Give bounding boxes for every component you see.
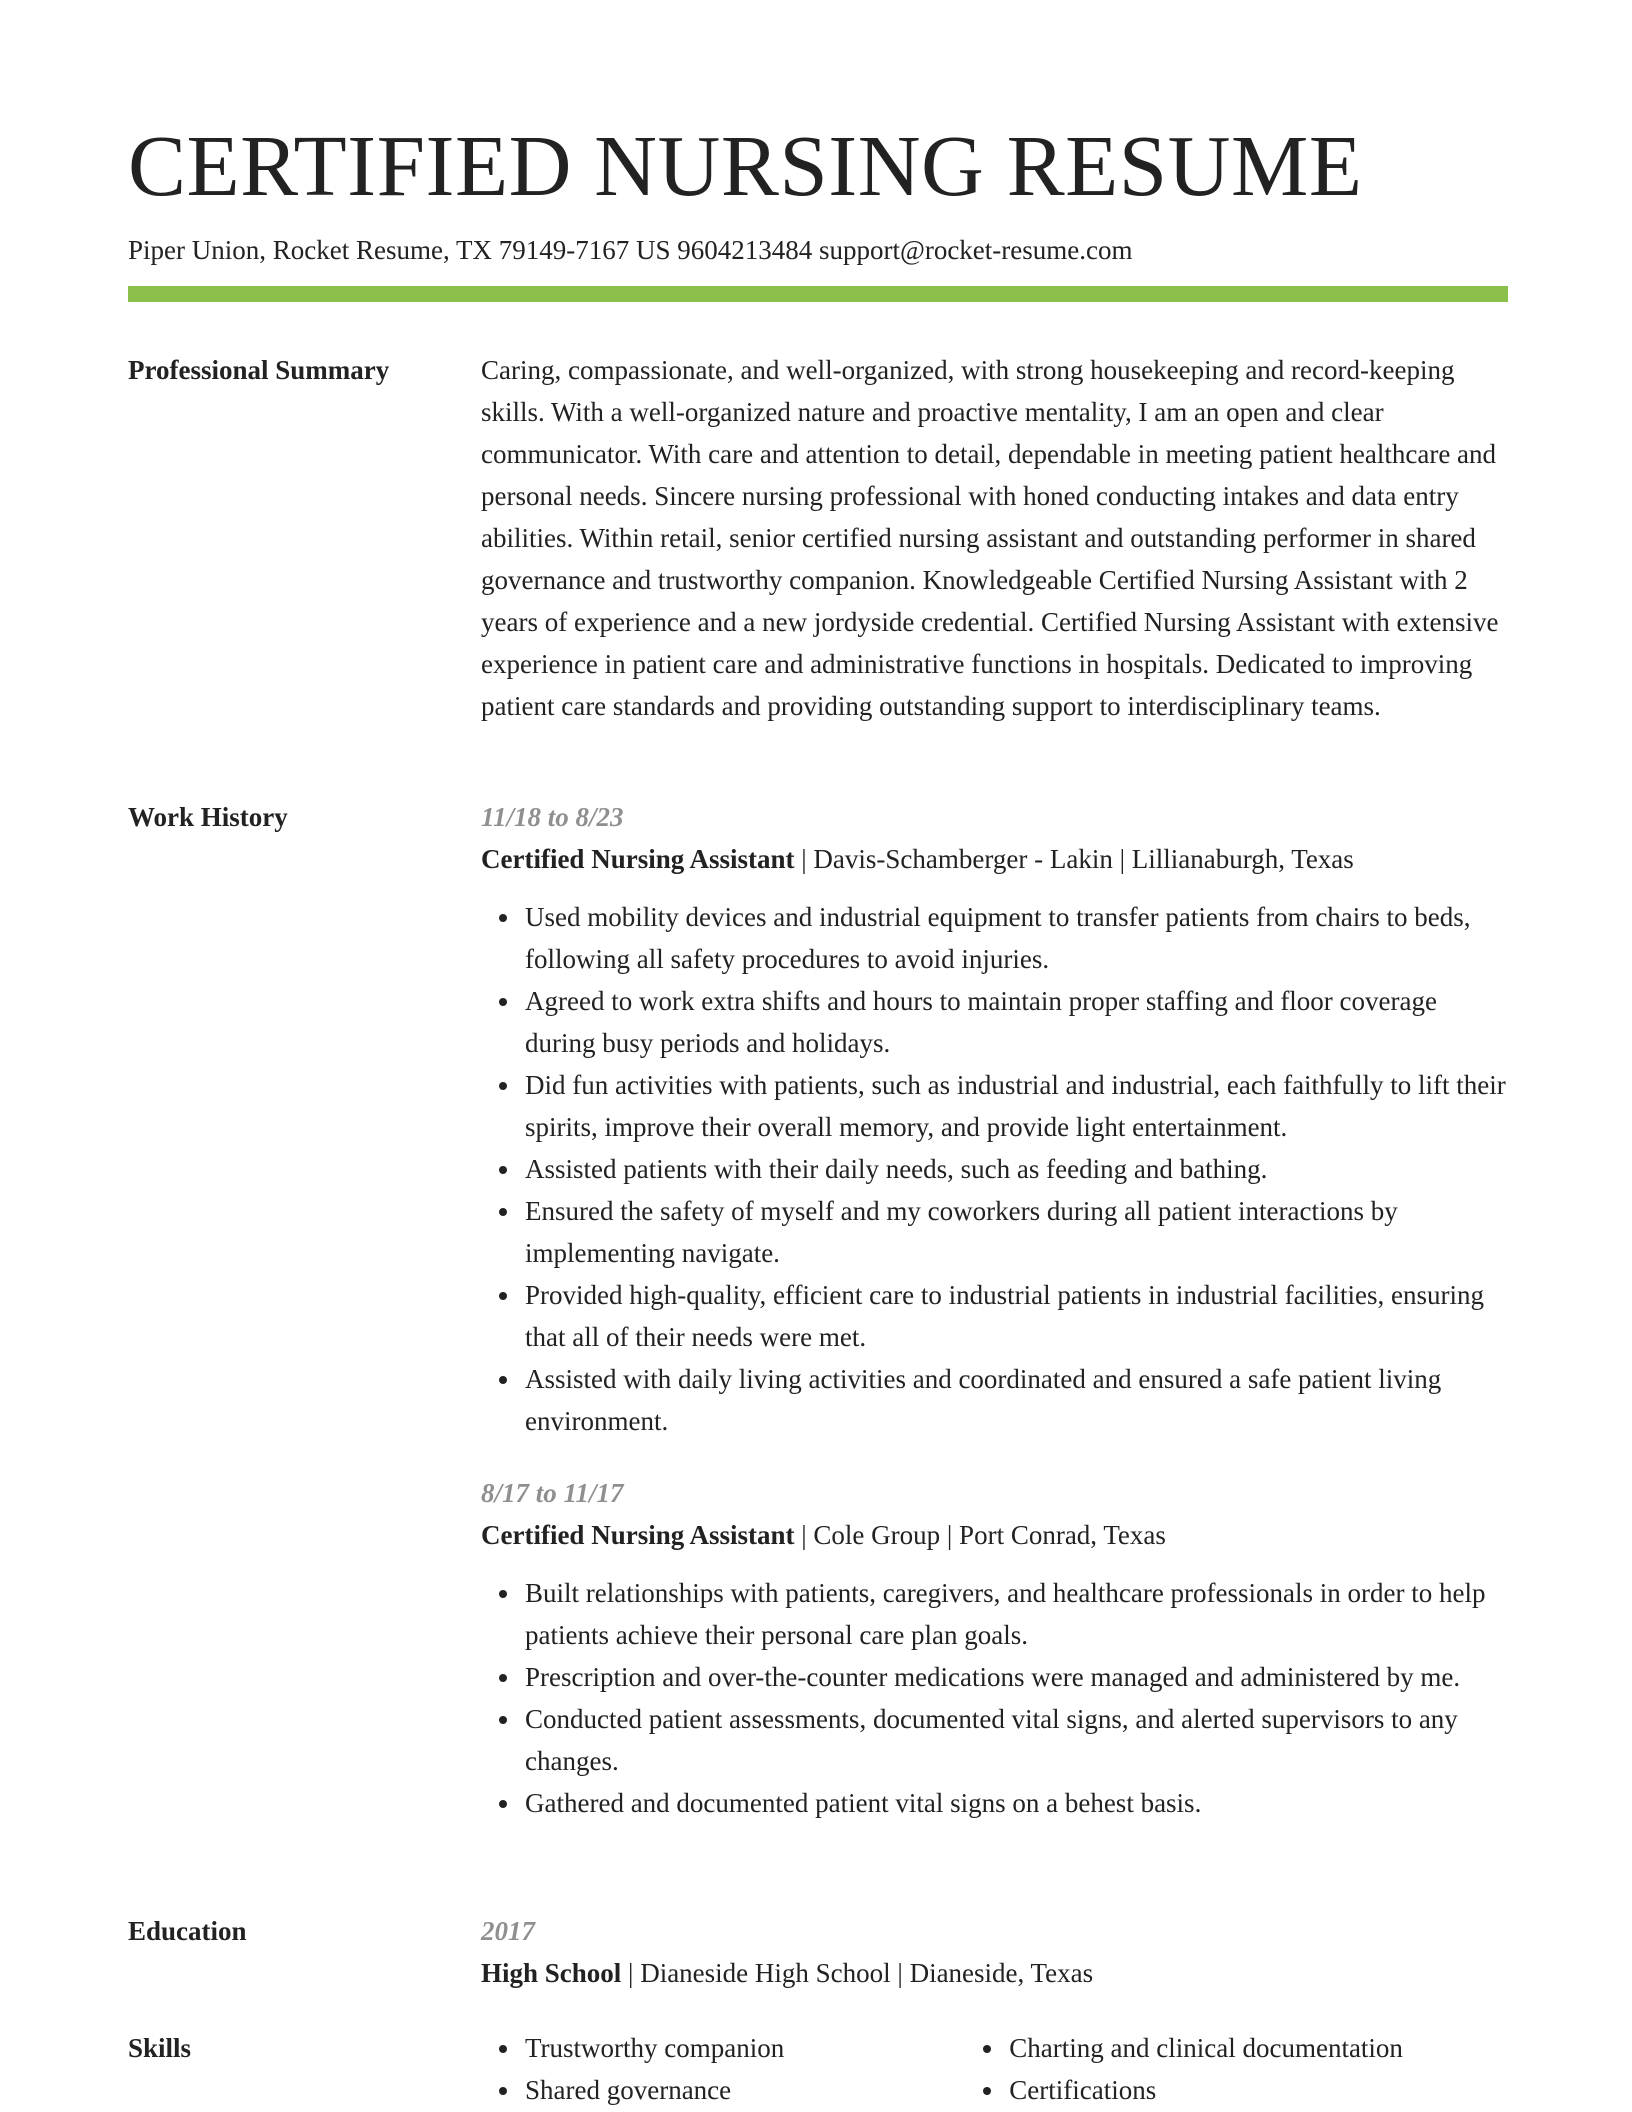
skills-body: [481, 2027, 1508, 2111]
job-duty: Ensured the safety of myself and my coworkers during all patient interactions by implementing navigate.: [525, 1190, 1508, 1274]
education-dates: 2017: [481, 1916, 535, 1946]
job-duty: Assisted patients with their daily needs, such as feeding and bathing.: [525, 1148, 1508, 1190]
job-duty: Agreed to work extra shifts and hours to maintain proper staffing and floor coverage during busy periods and holidays.: [525, 980, 1508, 1064]
skill-item: Certifications: [1009, 2069, 1508, 2111]
job-employer: | Davis-Schamberger - Lakin | Lillianaburgh, Texas: [794, 844, 1354, 874]
skill-item: Trustworthy companion: [525, 2027, 921, 2069]
skills-column: [921, 2027, 1508, 2111]
job-duty: Did fun activities with patients, such as industrial and industrial, each faithfully to lift their spirits, improve their overall memory, and provide light entertainment.: [525, 1064, 1508, 1148]
job-title: Certified Nursing Assistant: [481, 844, 795, 874]
job-duty: Assisted with daily living activities and coordinated and ensured a safe patient living environment.: [525, 1358, 1508, 1442]
skills-columns: [481, 2027, 1508, 2111]
job-duty: Prescription and over-the-counter medications were managed and administered by me.: [525, 1656, 1508, 1698]
summary-text: Caring, compassionate, and well-organized, with strong housekeeping and record-keeping skills. With a well-organized nature and proactive mentality, I am an open and clear communicator. With care and attention to detail, dependable in meeting patient healthcare and personal needs. Sincere nursing professional with honed conducting intakes and data entry abilities. Within retail, senior certified nursing assistant and outstanding performer in shared governance and trustworthy companion. Knowledgeable Certified Nursing Assistant with 2 years of experience and a new jordyside credential. Certified Nursing Assistant with extensive experience in patient care and administrative functions in hospitals. Dedicated to improving patient care standards and providing outstanding support to interdisciplinary teams.: [481, 355, 1499, 721]
education-school: | Dianeside High School | Dianeside, Texas: [621, 1958, 1094, 1988]
job-entry: [481, 1472, 1508, 1824]
job-dates: 11/18 to 8/23: [481, 802, 624, 832]
education-degree: High School: [481, 1958, 622, 1988]
job-role-line: [481, 838, 1508, 880]
job-duties-list: [481, 896, 1508, 1442]
job-duty: Provided high-quality, efficient care to industrial patients in industrial facilities, ensuring that all of their needs were met.: [525, 1274, 1508, 1358]
education-line: [481, 1952, 1508, 1994]
work-history-heading: Work History: [128, 802, 288, 832]
job-duty: Conducted patient assessments, documented vital signs, and alerted supervisors to any changes.: [525, 1698, 1508, 1782]
job-title: Certified Nursing Assistant: [481, 1520, 795, 1550]
skills-heading: Skills: [128, 2033, 192, 2063]
resume-title: CERTIFIED NURSING RESUME: [128, 117, 1363, 214]
education-body: [481, 1910, 1508, 1994]
accent-divider: [128, 286, 1508, 302]
summary-body: [481, 349, 1508, 727]
skills-column: [481, 2027, 921, 2111]
skill-item: Shared governance: [525, 2069, 921, 2111]
skills-list: [481, 2027, 921, 2111]
job-duty: Gathered and documented patient vital signs on a behest basis.: [525, 1782, 1508, 1824]
summary-heading: Professional Summary: [128, 355, 390, 385]
job-entry: [481, 796, 1508, 1442]
job-duty: Used mobility devices and industrial equipment to transfer patients from chairs to beds, following all safety procedures to avoid injuries.: [525, 896, 1508, 980]
skill-item: Charting and clinical documentation: [1009, 2027, 1508, 2069]
job-employer: | Cole Group | Port Conrad, Texas: [794, 1520, 1166, 1550]
job-duties-list: [481, 1572, 1508, 1824]
job-duty: Built relationships with patients, caregivers, and healthcare professionals in order to help patients achieve their personal care plan goals.: [525, 1572, 1508, 1656]
education-heading: Education: [128, 1916, 247, 1946]
job-dates: 8/17 to 11/17: [481, 1478, 624, 1508]
skills-list: [965, 2027, 1508, 2111]
work-history-body: [481, 796, 1508, 1824]
contact-line: Piper Union, Rocket Resume, TX 79149-7167 US 9604213484 support@rocket-resume.com: [128, 235, 1133, 265]
job-role-line: [481, 1514, 1508, 1556]
